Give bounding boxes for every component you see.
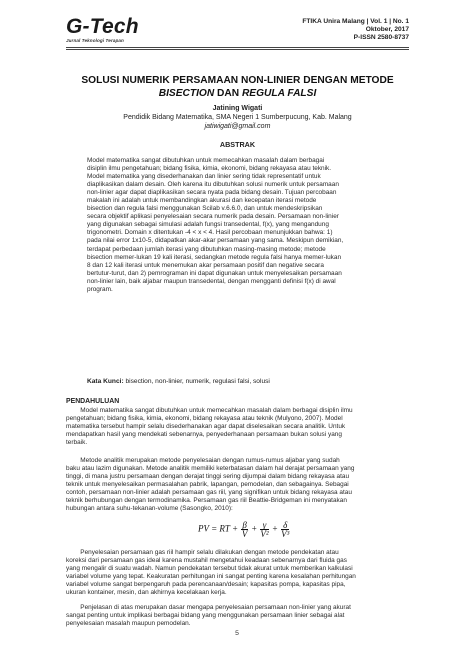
logo-title: G-Tech — [66, 15, 139, 38]
abstract-line: terdapat perbedaan jumlah iterasi yang dibutuhkan masing-masing metode; metode — [87, 245, 326, 253]
paragraph-line: baku atau lazim digunakan. Metode analitik memiliki keterbatasan dalam hal derajat persamaan yang — [66, 465, 355, 473]
title-bisection: BISECTION — [158, 88, 215, 99]
abstract-line: Model matematika sangat dibutuhkan untuk memecahkan masalah dalam berbagai — [87, 157, 325, 164]
title-dan: DAN — [214, 88, 242, 99]
title-line-1: SOLUSI NUMERIK PERSAMAAN NON-LINIER DENGAN METODE — [81, 75, 394, 86]
abstract-line: program. — [87, 285, 113, 293]
journal-header-info — [302, 18, 409, 43]
formula-lhs: PV = RT + — [198, 523, 239, 534]
intro-paragraph-3 — [66, 549, 411, 597]
abstract-line: 8 dan 12 kali iterasi untuk menemukan akar persamaan positif dan negative secara — [87, 261, 324, 269]
header-rule-bottom — [66, 49, 409, 50]
paragraph-line: yang mengalir di suatu wadah. Namun pendekatan tersebut tidak akurat untuk memberikan kalkulasi — [66, 565, 353, 573]
author-name: Jatining Wigati — [212, 105, 263, 112]
keywords — [87, 378, 270, 385]
intro-paragraph-2 — [66, 457, 411, 513]
paragraph-line: Penjelasan di atas merupakan dasar mengapa penyelesaian persamaan non-linier yang akurat — [66, 604, 351, 611]
abstract-line: makalah ini adalah untuk membandingkan akurasi dan kecepatan iterasi metode — [87, 197, 317, 205]
paper-title — [60, 74, 415, 100]
paragraph-line: hubungan antara suhu-tekanan-volume (Sasongko, 2010): — [66, 505, 233, 513]
abstract-line: diaplikasikan dalam desain. Oleh karena itu dibutuhkan solusi numerik untuk persamaan — [87, 181, 339, 189]
paragraph-line: contoh, persamaan non-linier adalah persamaan gas riil, yang signifikan untuk bidang rekayasa atau — [66, 489, 352, 497]
paragraph-line: matematika tersebut hampir selalu disederhanakan agar dapat diselesaikan secara analitik. Untuk — [66, 423, 346, 431]
title-regula-falsi: REGULA FALSI — [241, 88, 317, 99]
paragraph-line: mendapatkan hasil yang mendekati sebenarnya, penyederhanaan persamaan bukan solusi yang — [66, 431, 342, 439]
paragraph-line: Metode analitik merupakan metode penyelesaian dengan rumus-rumus aljabar yang sudah — [66, 457, 340, 464]
formula-term-2: $\frac{\gamma}{\text{V²}}$ — [260, 520, 269, 539]
formula-plus-1: + — [251, 523, 258, 534]
abstract-line: bisection dan regula falsi menggunakan Scilab v.6.6.0, dan untuk mendeskripsikan — [87, 205, 323, 213]
beattie-bridgeman-equation — [198, 521, 290, 538]
page-number: 5 — [235, 630, 239, 637]
header-line-1: FTIKA Unira Malang | Vol. 1 | No. 1 — [302, 18, 409, 25]
paragraph-line: variabel volume yang tepat. Keakuratan perhitungan ini sangat penting karena kesalahan perhitungan — [66, 573, 356, 581]
paragraph-line: teknik untuk menyelesaikan permasalahan pabrik, lapangan, pemodelan, dan sebagainya. Sebagai — [66, 481, 349, 489]
abstract-line: pada nilai error 1x10-5, didapatkan akar-akar persamaan yang sama. Meskipun demikian, — [87, 237, 344, 245]
abstract-line: secara objektif aplikasi penyelesaian secara numerik pada desain. Persamaan non-linier — [87, 213, 339, 221]
intro-paragraph-4 — [66, 604, 411, 628]
paragraph-line: Model matematika sangat dibutuhkan untuk memecahkan masalah dalam berbagai disiplin ilmu — [66, 407, 353, 414]
formula-plus-2: + — [271, 523, 278, 534]
journal-logo — [66, 16, 139, 43]
abstract-line: disiplin ilmu pengetahuan; bidang fisika, kimia, ekonomi, bidang rekayasa atau teknik. — [87, 165, 332, 173]
paragraph-line: terbaik. — [66, 439, 88, 447]
keywords-label: Kata Kunci: — [87, 378, 124, 385]
keywords-text: bisection, non-linier, numerik, regulasi falsi, solusi — [123, 378, 270, 385]
title-line-2 — [60, 87, 415, 100]
logo-subtitle: Jurnal Teknologi Terapan — [66, 38, 124, 43]
header-line-2: Oktober, 2017 — [365, 26, 409, 34]
paragraph-line: variabel volume sangat berpengaruh pada perencanaan/desain; kapasitas pompa, kapasitas pipa, — [66, 581, 346, 589]
abstract-line: trigonometri. Domain x ditentukan -4 < x < 4. Hasil percobaan menunjukkan bahwa: 1) — [87, 229, 333, 237]
abstract-line: bisection memer-lukan 19 kali iterasi, sedangkan metode regula falsi hanya memer-lukan — [87, 253, 342, 261]
paragraph-line: koreksi dari persamaan gas ideal karena mustahil mengetahui keadaan sebenarnya dari fluida gas — [66, 557, 347, 565]
abstract-line: Model matematika yang disederhanakan dan linier sering tidak representatif untuk — [87, 173, 321, 181]
intro-paragraph-1 — [66, 407, 411, 447]
section-heading-pendahuluan: PENDAHULUAN — [66, 398, 120, 405]
abstract-line: bertutur-turut, dan 2) pemrograman ini dapat digunakan untuk menyelesaikan persamaan — [87, 269, 342, 277]
formula-term-1: $\frac{\beta}{V}$ — [241, 520, 248, 539]
header-rule-top — [66, 47, 409, 48]
abstract-body — [87, 157, 399, 294]
abstract-line: non-linier lain, baik aljabar maupun transedental, dengan mengganti definisi f(x) di awal — [87, 277, 336, 285]
paragraph-line: Penyelesaian persamaan gas riil hampir selalu dilakukan dengan metode pendekatan atau — [66, 549, 339, 556]
paragraph-line: pengetahuan; bidang fisika, kimia, ekonomi, bidang rekayasa atau teknik (Mulyono, 2007). Model — [66, 415, 343, 423]
paragraph-line: ukuran kontainer, mesin, dan akhirnya kecelakaan kerja. — [66, 589, 227, 597]
abstract-line: yang digunakan sebagai simulasi adalah fungsi transedental, f(x), yang mengandung — [87, 221, 329, 229]
paragraph-line: tinggi, di mana justru persamaan dengan derajat tinggi sering dijumpai dalam bidang rekayasa atau — [66, 473, 350, 481]
abstract-heading: ABSTRAK — [219, 140, 256, 149]
paragraph-line: teknik berhubungan dengan termodinamika. Persamaan gas riil Beattie-Bridgeman ini menyatakan — [66, 497, 347, 505]
author-email: jatiwigati@gmail.com — [204, 123, 271, 130]
paragraph-line: sangat penting untuk implikasi berbagai bidang yang menggunakan persamaan linier sebagai alat — [66, 612, 345, 620]
abstract-line: non-linier agar dapat diaplikasikan secara nyata pada bidang desain. Tujuan percobaan — [87, 189, 337, 197]
author-affiliation: Pendidik Bidang Matematika, SMA Negeri 1 Sumberpucung, Kab. Malang — [123, 114, 352, 121]
author-block — [60, 104, 415, 131]
header-line-3: P-ISSN 2580-8737 — [353, 34, 409, 42]
paragraph-line: penyelesaian masalah maupun pemodelan. — [66, 620, 191, 628]
formula-term-3: $\frac{\delta}{\text{V³}}$ — [281, 520, 290, 539]
